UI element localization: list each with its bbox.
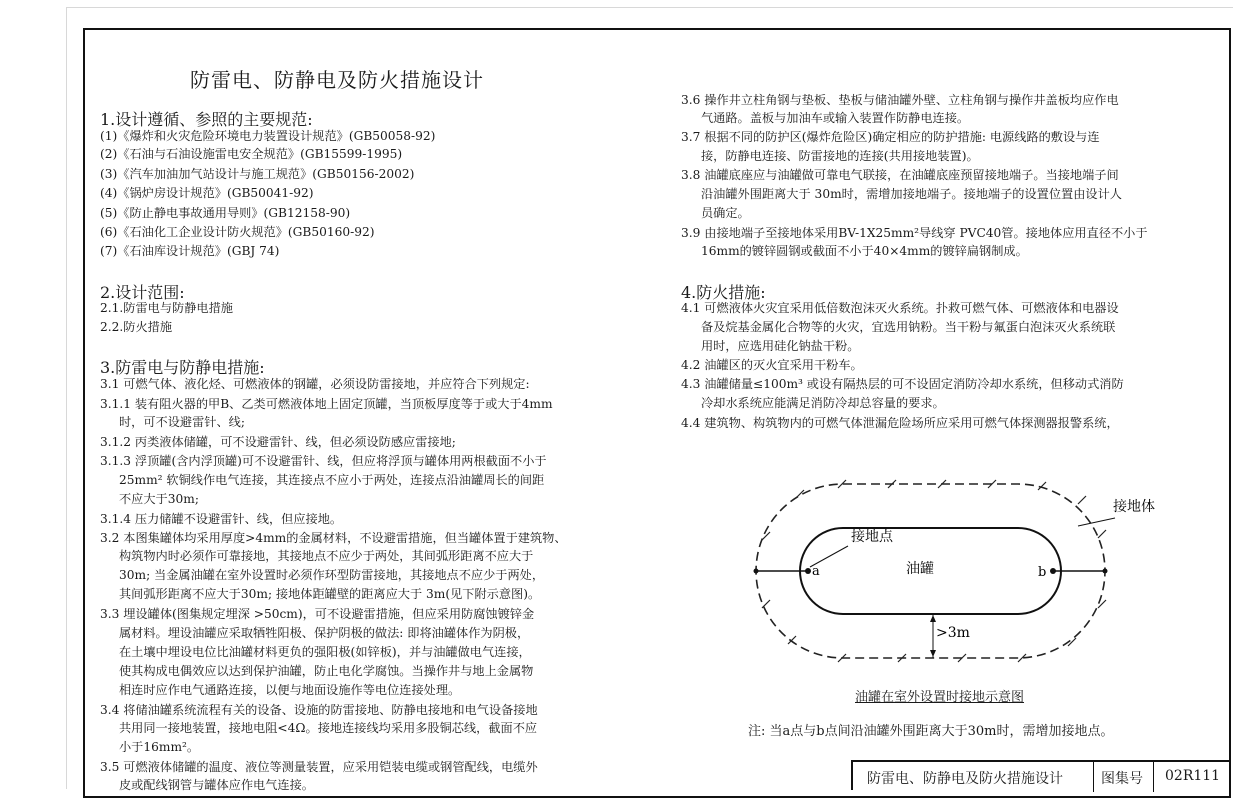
sec3-line: 3.5 可燃液体储罐的温度、液位等测量装置，应采用铠装电缆或钢管配线，电缆外 [100,760,538,774]
dimension-arrow-down [930,650,936,657]
sec4-heading: 4.防火措施: [681,283,766,302]
grounding-diagram [748,478,1168,678]
sec4-line: 冷却水系统应能满足消防冷却总容量的要求。 [701,396,945,410]
sec3-line: 3.3 埋设罐体(图集规定埋深 >50cm)，可不设避雷措施，但应采用防腐蚀镀锌金 [100,607,535,621]
sec1-item: (6)《石油化工企业设计防火规范》(GB50160-92) [100,225,375,239]
sec3-right-line: 16mm的镀锌圆钢或截面不小于40×4mm的镀锌扁钢制成。 [701,244,1028,258]
sec3-heading: 3.防雷电与防静电措施: [100,358,265,377]
sec2-item: 2.2.防火措施 [100,320,173,334]
figure-note: 注: 当a点与b点间沿油罐外围距离大于30m时，需增加接地点。 [748,724,1114,739]
figure-caption: 油罐在室外设置时接地示意图 [855,690,1025,705]
sec3-line: 3.1.4 压力储罐不设避雷针、线，但应接地。 [100,512,343,526]
sec4-line: 用时，应选用硅化钠盐干粉。 [701,339,860,353]
sec3-line: 3.1.2 丙类液体储罐，可不设避雷针、线，但必须设防感应雷接地; [100,435,456,449]
sec4-line: 4.1 可燃液体火灾宜采用低倍数泡沫灭火系统。扑救可燃气体、可燃液体和电器设 [681,301,1119,315]
sec1-item: (3)《汽车加油加气站设计与施工规范》(GB50156-2002) [100,167,415,181]
sec3-line: 小于16mm²。 [119,740,200,754]
sec4-line: 4.2 油罐区的灭火宜采用干粉车。 [681,358,863,372]
sec3-right-line: 3.6 操作井立柱角钢与垫板、垫板与储油罐外壁、立柱角钢与操作井盖板均应作电 [681,93,1119,107]
ground-body-leader [1078,518,1115,526]
sec3-right-line: 气通路。盖板与加油车或输入装置作防静电连接。 [701,111,970,125]
sec1-item: (4)《锅炉房设计规范》(GB50041-92) [100,186,314,200]
sec3-line: 相连时应作电气通路连接，以便与地面设施作等电位连接处理。 [119,683,461,697]
title-block-code: 02R111 [1165,768,1221,784]
sec1-item: (1)《爆炸和火灾危险环境电力装置设计规范》(GB50058-92) [100,129,436,143]
sec3-right-line: 接，防静电连接、防雷接地的连接(共用接地装置)。 [701,149,979,163]
title-block-name: 防雷电、防静电及防火措施设计 [867,771,1063,787]
sec3-right-line: 沿油罐外围距离大于 30m时，需增加接地端子。接地端子的设置位置由设计人 [701,187,1122,201]
sec3-line: 时，可不设避雷针、线; [119,415,245,429]
sec3-line: 属材料。埋设油罐应采取牺牲阳极、保护阴极的做法: 即将油罐体作为阴极， [119,626,530,640]
sec4-line: 备及烷基金属化合物等的火灾，宜选用钠粉。当干粉与氟蛋白泡沫灭火系统联 [701,320,1116,334]
tank-label: 油罐 [906,561,934,577]
sec3-line: 3.4 将储油罐系统流程有关的设备、设施的防雷接地、防静电接地和电气设备接地 [100,703,538,717]
sec3-line: 皮或配线钢管与罐体应作电气连接。 [119,778,314,792]
point-a [805,568,811,574]
sec3-line: 不应大于30m; [119,492,199,506]
ground-point-label: 接地点 [851,529,893,545]
sec4-line: 4.3 油罐储量≤100m³ 或设有隔热层的可不设固定消防冷却水系统，但移动式消防 [681,377,1124,391]
sec3-right-line: 3.9 由接地端子至接地体采用BV-1X25mm²导线穿 PVC40管。接地体应用直径不小于 [681,226,1148,240]
sec3-line: 在土壤中埋设电位比油罐材料更负的强阳极(如锌板)，并与油罐做电气连接， [119,645,531,659]
sec1-heading: 1.设计遵循、参照的主要规范: [100,110,313,129]
sec3-line: 使其构成电偶效应以达到保护油罐，防止电化学腐蚀。当操作井与地上金属物 [119,664,534,678]
point-a-label: a [812,564,820,579]
dimension-arrow-up [930,615,936,622]
distance-label: >3m [936,625,970,641]
sec3-line: 30m; 当金属油罐在室外设置时必须作环型防雷接地，其接地点不应少于两处， [119,568,545,582]
sec2-heading: 2.设计范围: [100,283,185,302]
title-block [851,760,1231,790]
sec3-right-line: 3.8 油罐底座应与油罐做可靠电气联接，在油罐底座预留接地端子。当接地端子间 [681,168,1119,182]
title-block-label: 图集号 [1101,771,1143,787]
sec3-right-line: 员确定。 [701,206,750,220]
point-b-label: b [1038,565,1047,580]
ground-body-label: 接地体 [1113,499,1155,515]
ground-node-left [754,569,759,574]
sec3-line: 3.1.1 装有阻火器的甲B、乙类可燃液体地上固定顶罐，当顶板厚度等于或大于4mm [100,397,553,411]
ground-node-right [1103,569,1108,574]
sec3-line: 共用同一接地装置，接地电阻<4Ω。接地连接线均采用多股铜芯线，截面不应 [119,721,538,735]
sec4-line: 4.4 建筑物、构筑物内的可燃气体泄漏危险场所应采用可燃气体探测器报警系统， [681,416,1119,430]
sec3-right-line: 3.7 根据不同的防护区(爆炸危险区)确定相应的防护措施: 电源线路的敷设与连 [681,130,1100,144]
sec3-line: 3.1 可燃气体、液化烃、可燃液体的钢罐，必须设防雷接地，并应符合下列规定: [100,377,530,391]
sec3-line: 3.1.3 浮顶罐(含内浮顶罐)可不设避雷针、线，但应将浮顶与罐体用两根截面不小于 [100,454,547,468]
sec1-item: (2)《石油与石油设施雷电安全规范》(GB15599-1995) [100,147,403,161]
sec3-line: 3.2 本图集罐体均采用厚度>4mm的金属材料，不设避雷措施，但当罐体置于建筑物、 [100,531,567,545]
page-title: 防雷电、防静电及防火措施设计 [190,68,484,92]
sec3-line: 构筑物内时必须作可靠接地，其接地点不应少于两处，其间弧形距离不应大于 [119,549,534,563]
sec1-item: (7)《石油库设计规范》(GBJ 74) [100,244,280,258]
sec1-item: (5)《防止静电事故通用导则》(GB12158-90) [100,206,351,220]
sec3-line: 其间弧形距离不应大于30m; 接地体距罐壁的距离应大于 3m(见下附示意图)。 [119,587,541,601]
sec3-line: 25mm² 软铜线作电气连接，其连接点不应小于两处，连接点沿油罐周长的间距 [119,473,545,487]
point-b [1050,568,1056,574]
sec2-item: 2.1.防雷电与防静电措施 [100,301,233,315]
